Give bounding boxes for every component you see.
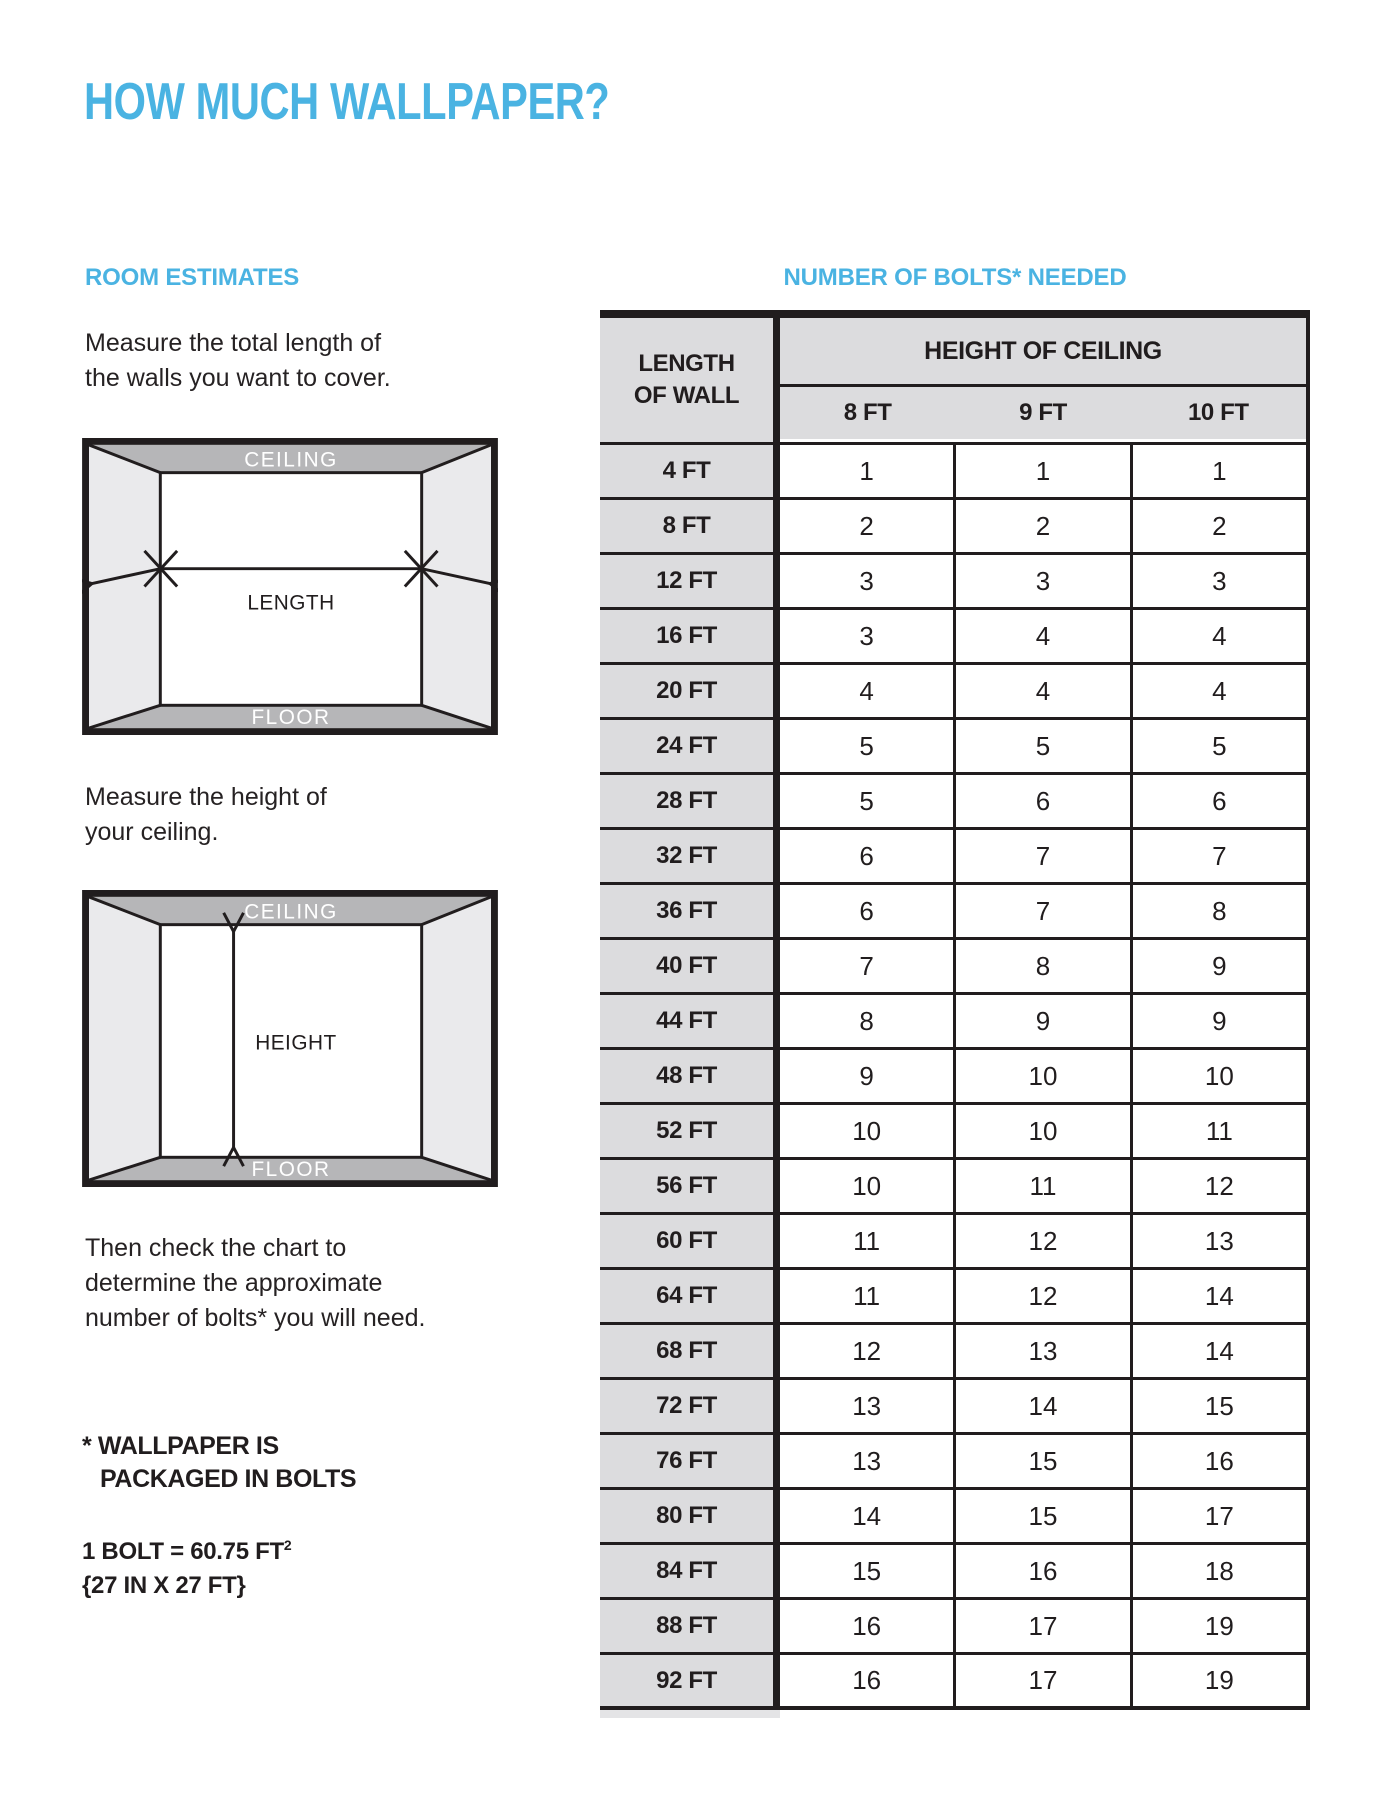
length-of-wall-header: LENGTH OF WALL: [600, 318, 780, 442]
row-label: 92 FT: [600, 1655, 780, 1706]
bolt-count-cell: 7: [956, 885, 1132, 937]
row-label: 36 FT: [600, 885, 780, 937]
table-row: [600, 1105, 1306, 1160]
height-of-ceiling-header: HEIGHT OF CEILING: [780, 318, 1306, 387]
bolt-count-cell: 11: [780, 1270, 956, 1322]
bolt-size-line: 1 BOLT = 60.75 $FT^2$: [82, 1537, 292, 1565]
ceiling-label: CEILING: [244, 448, 338, 472]
row-label: 88 FT: [600, 1600, 780, 1652]
bolt-count-cell: 16: [956, 1545, 1132, 1597]
table-row: [600, 830, 1306, 885]
bolt-count-cell: 13: [780, 1435, 956, 1487]
footnote-line: PACKAGED IN BOLTS: [100, 1465, 357, 1493]
row-label: 84 FT: [600, 1545, 780, 1597]
bolt-count-cell: 9: [1212, 1005, 1227, 1036]
bolt-count-cell: 10: [780, 1105, 956, 1157]
bolt-count-cell: 11: [1205, 1115, 1233, 1146]
bolts-table: [600, 310, 1310, 1710]
bolt-count-cell: 2: [780, 500, 956, 552]
bolt-count-cell: 17: [956, 1655, 1132, 1706]
row-label: 68 FT: [600, 1325, 780, 1377]
left-wall: [89, 897, 160, 1180]
row-label: 44 FT: [600, 995, 780, 1047]
instruction-measure-height: [85, 780, 327, 850]
bolt-count-cell: 13: [956, 1325, 1132, 1377]
table-header: [600, 318, 1306, 445]
superscript: 2: [283, 1537, 292, 1553]
bolt-count-cell: 12: [1204, 1170, 1234, 1201]
bolt-count-cell: 15: [956, 1435, 1132, 1487]
bolt-count-cell: 15: [780, 1545, 956, 1597]
bolts-footnote: [82, 1430, 356, 1496]
ceiling-label: CEILING: [244, 900, 338, 924]
ceiling-height-subheader-row: [780, 387, 1306, 439]
bolt-count-cell: 16: [780, 1655, 956, 1706]
row-label: 80 FT: [600, 1490, 780, 1542]
row-label: 12 FT: [600, 555, 780, 607]
bolt-count-cell: 6: [780, 830, 956, 882]
page-title: HOW MUCH WALLPAPER?: [84, 73, 610, 131]
instruction-measure-length: [85, 326, 391, 396]
table-row: [600, 610, 1306, 665]
table-row: [600, 1325, 1306, 1380]
height-label: HEIGHT: [255, 1031, 337, 1055]
table-row: [600, 1545, 1306, 1600]
bolt-count-cell: 5: [780, 720, 956, 772]
bolt-count-cell: 17: [956, 1600, 1132, 1652]
bolt-count-cell: 5: [1212, 730, 1227, 761]
paragraph-line: Measure the total length of: [85, 329, 382, 357]
table-row: [600, 1435, 1306, 1490]
row-label: 32 FT: [600, 830, 780, 882]
bolt-count-cell: 5: [780, 775, 956, 827]
row-label: 56 FT: [600, 1160, 780, 1212]
bolt-count-cell: 9: [1212, 950, 1227, 981]
table-row: [600, 445, 1306, 500]
bolt-count-cell: 5: [956, 720, 1132, 772]
bolt-count-cell: 15: [956, 1490, 1132, 1542]
bolt-count-cell: 4: [1212, 620, 1227, 651]
ceiling-header-group: [780, 318, 1306, 442]
table-footer-strip: [600, 1710, 780, 1718]
row-label: 16 FT: [600, 610, 780, 662]
paragraph-line: Measure the height of: [85, 783, 327, 811]
bolt-count-cell: 17: [1204, 1500, 1234, 1531]
bolt-count-cell: 1: [1212, 455, 1227, 486]
bolt-count-cell: 14: [956, 1380, 1132, 1432]
table-row: [600, 1655, 1306, 1706]
row-label: 4 FT: [600, 445, 780, 497]
bolt-count-cell: 10: [956, 1050, 1132, 1102]
row-label: 64 FT: [600, 1270, 780, 1322]
bolt-count-cell: 6: [956, 775, 1132, 827]
bolt-count-cell: 4: [1212, 675, 1227, 706]
bolt-count-cell: 4: [956, 610, 1132, 662]
row-label: 52 FT: [600, 1105, 780, 1157]
bolt-count-cell: 12: [956, 1270, 1132, 1322]
paragraph-line: determine the approximate: [85, 1269, 383, 1297]
table-row: [600, 940, 1306, 995]
room-height-diagram: [82, 890, 498, 1187]
bolt-count-cell: 8: [956, 940, 1132, 992]
bolt-count-cell: 7: [1212, 840, 1227, 871]
bolt-count-cell: 9: [956, 995, 1132, 1047]
table-row: [600, 720, 1306, 775]
bolt-count-cell: 3: [956, 555, 1132, 607]
bolt-count-cell: 15: [1204, 1390, 1234, 1421]
table-row: [600, 995, 1306, 1050]
bolt-count-cell: 11: [956, 1160, 1132, 1212]
bolt-count-cell: 4: [780, 665, 956, 717]
bolt-count-cell: 14: [1204, 1335, 1234, 1366]
floor-label: FLOOR: [251, 1158, 331, 1182]
bolt-count-cell: 2: [956, 500, 1132, 552]
bolt-count-cell: 3: [780, 610, 956, 662]
bolt-count-cell: 18: [1204, 1555, 1234, 1586]
room-estimates-heading: ROOM ESTIMATES: [85, 264, 300, 291]
bolt-count-cell: 12: [956, 1215, 1132, 1267]
table-row: [600, 1270, 1306, 1325]
bolt-dimensions-line: {27 IN X 27 FT}: [82, 1572, 246, 1599]
bolt-count-cell: 4: [956, 665, 1132, 717]
table-row: [600, 1380, 1306, 1435]
bolt-count-cell: 10: [1204, 1060, 1234, 1091]
column-header-8ft: 8 FT: [843, 399, 892, 426]
paragraph-line: Then check the chart to: [85, 1234, 347, 1262]
bolt-count-cell: 3: [780, 555, 956, 607]
bolt-count-cell: 10: [780, 1160, 956, 1212]
floor-label: FLOOR: [251, 706, 331, 730]
table-row: [600, 500, 1306, 555]
bolt-count-cell: 11: [780, 1215, 956, 1267]
bolt-definition: [82, 1528, 291, 1603]
back-wall: [160, 473, 421, 706]
bolt-count-cell: 13: [1204, 1225, 1234, 1256]
row-label: 8 FT: [600, 500, 780, 552]
bolt-count-cell: 13: [780, 1380, 956, 1432]
bolt-count-cell: 19: [1204, 1665, 1234, 1695]
table-row: [600, 555, 1306, 610]
table-row: [600, 775, 1306, 830]
row-label: 72 FT: [600, 1380, 780, 1432]
bolt-count-cell: 10: [956, 1105, 1132, 1157]
right-wall: [422, 897, 491, 1180]
row-label: 24 FT: [600, 720, 780, 772]
footnote-line: * WALLPAPER IS: [82, 1432, 279, 1460]
paragraph-line: the walls you want to cover.: [85, 364, 391, 392]
bolt-count-cell: 6: [780, 885, 956, 937]
bolt-count-cell: 6: [1212, 785, 1227, 816]
bolt-count-cell: 12: [780, 1325, 956, 1377]
left-wall: [89, 445, 160, 728]
instruction-check-chart: [85, 1231, 425, 1336]
bolt-count-cell: 1: [956, 445, 1132, 497]
column-header-10ft: 10 FT: [1187, 399, 1249, 426]
row-label: 76 FT: [600, 1435, 780, 1487]
row-label: 20 FT: [600, 665, 780, 717]
table-row: [600, 665, 1306, 720]
bolt-count-cell: 16: [1204, 1445, 1234, 1476]
row-label: 28 FT: [600, 775, 780, 827]
bolts-table-heading: NUMBER OF BOLTS* NEEDED: [783, 264, 1127, 291]
paragraph-line: number of bolts* you will need.: [85, 1304, 426, 1332]
table-body: [600, 445, 1306, 1706]
bolt-count-cell: 9: [780, 1050, 956, 1102]
table-row: [600, 1215, 1306, 1270]
bolt-count-cell: 8: [1212, 895, 1227, 926]
row-label: 60 FT: [600, 1215, 780, 1267]
bolt-count-cell: 14: [780, 1490, 956, 1542]
bolt-count-cell: 16: [780, 1600, 956, 1652]
length-label: LENGTH: [247, 591, 335, 615]
bolt-count-cell: 14: [1204, 1280, 1234, 1311]
room-length-diagram: [82, 438, 498, 735]
table-row: [600, 1160, 1306, 1215]
paragraph-line: your ceiling.: [85, 818, 219, 846]
bolt-count-cell: 2: [1212, 510, 1227, 541]
table-row: [600, 1050, 1306, 1105]
column-header-9ft: 9 FT: [1019, 399, 1067, 426]
row-label: 48 FT: [600, 1050, 780, 1102]
bolt-count-cell: 1: [780, 445, 956, 497]
row-label: 40 FT: [600, 940, 780, 992]
right-wall: [422, 445, 491, 728]
bolt-count-cell: 8: [780, 995, 956, 1047]
bolt-count-cell: 7: [956, 830, 1132, 882]
table-row: [600, 1490, 1306, 1545]
bolt-count-cell: 19: [1204, 1610, 1234, 1641]
bolt-count-cell: 7: [780, 940, 956, 992]
bolt-count-cell: 3: [1212, 565, 1227, 596]
table-row: [600, 885, 1306, 940]
table-row: [600, 1600, 1306, 1655]
